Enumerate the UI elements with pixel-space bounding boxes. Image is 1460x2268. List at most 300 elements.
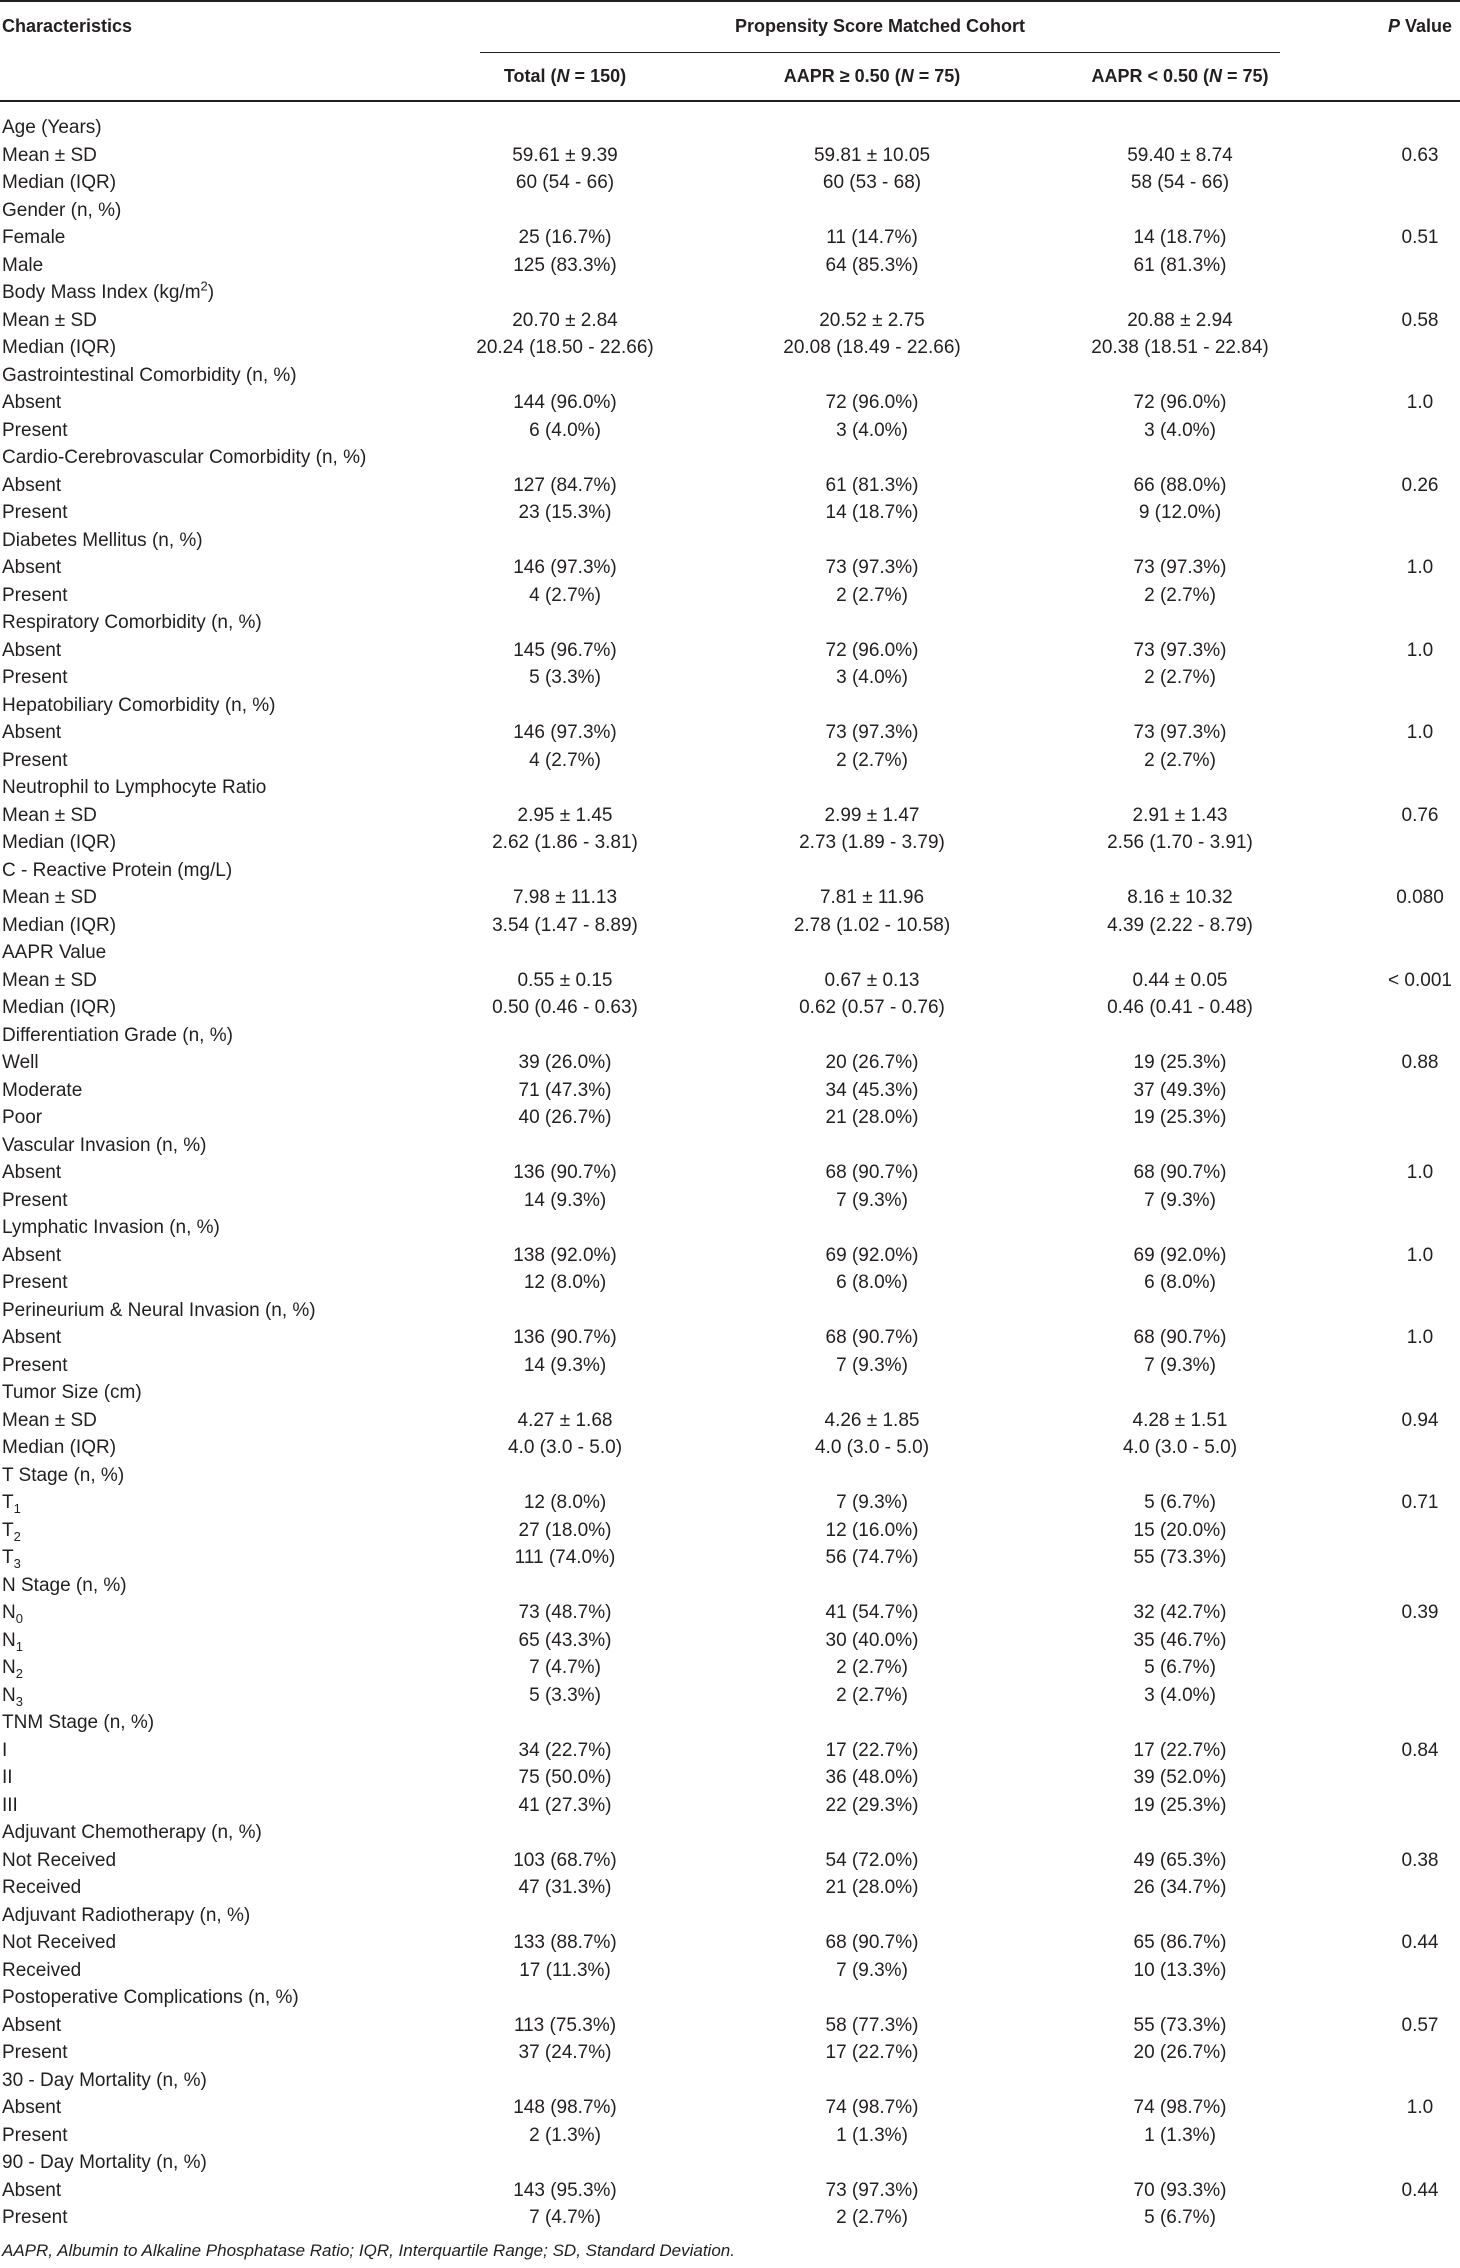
cell-total: 133 (88.7%) — [513, 1932, 617, 1953]
table-row — [0, 1709, 1460, 1737]
cell-aapr-high: 41 (54.7%) — [825, 1602, 919, 1623]
table-row — [0, 912, 1460, 940]
cell-total: 138 (92.0%) — [513, 1244, 617, 1266]
row-label: Median (IQR) — [2, 914, 117, 936]
table-row — [0, 554, 1460, 582]
cell-p-value: 1.0 — [1406, 557, 1434, 578]
table-row — [0, 1847, 1460, 1875]
cell-total: 14 (9.3%) — [523, 1354, 607, 1376]
cell-aapr-high: 72 (96.0%) — [825, 392, 919, 413]
cell-aapr-high: 60 (53 - 68) — [822, 172, 922, 193]
table-row — [0, 252, 1460, 280]
cell-aapr-low: 65 (86.7%) — [1133, 1932, 1227, 1953]
table-row — [0, 1489, 1460, 1517]
table-top-rule — [0, 0, 1460, 2]
table-row — [0, 1214, 1460, 1242]
cell-p-value: 0.080 — [1396, 887, 1444, 908]
cell-aapr-high: 68 (90.7%) — [825, 1327, 919, 1348]
cell-aapr-high: 68 (90.7%) — [825, 1162, 919, 1183]
cell-p-value: 0.63 — [1401, 144, 1439, 166]
cell-total: 145 (96.7%) — [513, 639, 617, 661]
total-n: N — [556, 66, 570, 86]
cell-total: 113 (75.3%) — [513, 2014, 617, 2036]
cell-total: 5 (3.3%) — [529, 1684, 601, 1706]
cell-aapr-high: 22 (29.3%) — [825, 1794, 919, 1816]
cell-aapr-high: 64 (85.3%) — [825, 254, 919, 276]
table-row — [0, 362, 1460, 390]
table-row — [0, 2094, 1460, 2122]
row-label: Age (Years) — [2, 117, 102, 138]
row-label: $N_1$ — [2, 1629, 23, 1654]
cell-p-value: 0.58 — [1401, 309, 1439, 331]
table-row — [0, 609, 1460, 637]
table-row — [0, 774, 1460, 802]
cell-p-value: 1.0 — [1406, 1244, 1434, 1266]
cell-aapr-low: 7 (9.3%) — [1144, 1354, 1216, 1376]
cell-aapr-high: 73 (97.3%) — [825, 2179, 919, 2201]
cell-total: 148 (98.7%) — [513, 2097, 617, 2118]
cell-p-value: 0.51 — [1401, 227, 1439, 248]
row-label: Mean ± SD — [2, 804, 97, 826]
row-label: Postoperative Complications (n, %) — [2, 1987, 299, 2008]
table-row — [0, 114, 1460, 142]
table-row — [0, 692, 1460, 720]
row-label: Median (IQR) — [2, 832, 117, 853]
row-label: Absent — [2, 2179, 62, 2201]
table-row — [0, 1462, 1460, 1490]
row-label: 30 - Day Mortality (n, %) — [2, 2069, 207, 2091]
row-label: Present — [2, 502, 68, 523]
table-row — [0, 2204, 1460, 2232]
row-label: Absent — [2, 474, 62, 496]
cell-aapr-low: 74 (98.7%) — [1133, 2097, 1227, 2118]
table-row — [0, 499, 1460, 527]
cell-total: 73 (48.7%) — [518, 1602, 612, 1623]
table-row — [0, 1104, 1460, 1132]
cell-total: 2.95 ± 1.45 — [517, 804, 613, 826]
table-row — [0, 2149, 1460, 2177]
cell-total: 103 (68.7%) — [513, 1849, 617, 1871]
cell-p-value: 0.39 — [1401, 1602, 1439, 1623]
row-label: Body Mass Index $(kg/m^2)$ — [2, 278, 215, 303]
table-body — [0, 114, 1460, 2232]
cell-aapr-low: 2.91 ± 1.43 — [1132, 804, 1228, 826]
table-row — [0, 829, 1460, 857]
cell-aapr-low: 69 (92.0%) — [1133, 1244, 1227, 1266]
cell-p-value: 1.0 — [1406, 639, 1434, 661]
row-label: Present — [2, 2124, 68, 2146]
row-label: Present — [2, 584, 68, 606]
cell-aapr-high: 59.81 ± 10.05 — [813, 144, 931, 166]
cell-aapr-low: 55 (73.3%) — [1133, 1547, 1227, 1568]
cell-aapr-high: 11 (14.7%) — [826, 227, 918, 248]
cell-aapr-high: 20 (26.7%) — [825, 1052, 919, 1073]
cell-total: 75 (50.0%) — [518, 1767, 612, 1788]
cell-aapr-high: 7 (9.3%) — [836, 1189, 908, 1211]
row-label: Present — [2, 1354, 68, 1376]
table-row — [0, 884, 1460, 912]
cell-aapr-low: 2.56 (1.70 - 3.91) — [1107, 832, 1253, 853]
cell-total: 60 (54 - 66) — [515, 172, 615, 193]
header-aapr-high — [784, 65, 960, 87]
row-label: Lymphatic Invasion (n, %) — [2, 1217, 220, 1238]
cell-total: 4 (2.7%) — [529, 749, 601, 771]
cell-aapr-high: 58 (77.3%) — [825, 2014, 919, 2036]
cell-aapr-high: 74 (98.7%) — [825, 2097, 919, 2118]
row-label: Mean ± SD — [2, 309, 97, 331]
cell-total: 27 (18.0%) — [518, 1519, 612, 1541]
cell-aapr-low: 15 (20.0%) — [1133, 1519, 1227, 1541]
cell-aapr-low: 73 (97.3%) — [1133, 722, 1227, 743]
low-rest: = 75) — [1222, 66, 1269, 86]
table-row — [0, 417, 1460, 445]
row-label: AAPR Value — [2, 942, 107, 963]
cell-p-value: < 0.001 — [1388, 969, 1452, 991]
cell-total: 146 (97.3%) — [513, 557, 617, 578]
row-label: Absent — [2, 557, 62, 578]
table-row — [0, 1764, 1460, 1792]
row-label: Median (IQR) — [2, 1437, 117, 1458]
cell-aapr-low: 73 (97.3%) — [1133, 639, 1227, 661]
cell-aapr-high: 61 (81.3%) — [825, 474, 919, 496]
cell-aapr-high: 0.67 ± 0.13 — [824, 969, 920, 991]
cell-aapr-high: 7 (9.3%) — [836, 1492, 908, 1513]
cell-aapr-low: 5 (6.7%) — [1144, 1657, 1216, 1678]
cell-aapr-high: 69 (92.0%) — [825, 1244, 919, 1266]
row-label: Present — [2, 419, 68, 441]
cell-total: 7.98 ± 11.13 — [512, 887, 618, 908]
cell-aapr-high: 17 (22.7%) — [825, 2042, 919, 2063]
low-label: AAPR < 0.50 ( — [1091, 66, 1210, 86]
table-row — [0, 1517, 1460, 1545]
row-label: Absent — [2, 722, 62, 743]
row-label: Received — [2, 1877, 82, 1898]
cell-aapr-high: 68 (90.7%) — [825, 1932, 919, 1953]
cell-aapr-high: 2 (2.7%) — [836, 584, 908, 606]
table-row — [0, 197, 1460, 225]
row-label: Respiratory Comorbidity (n, %) — [2, 612, 262, 633]
row-label: Poor — [2, 1107, 43, 1128]
cell-aapr-high: 2 (2.7%) — [836, 749, 908, 771]
cell-aapr-high: 4.0 (3.0 - 5.0) — [814, 1437, 930, 1458]
row-label: Absent — [2, 1327, 62, 1348]
table-row — [0, 169, 1460, 197]
cell-aapr-low: 3 (4.0%) — [1144, 419, 1216, 441]
row-label: Neutrophil to Lymphocyte Ratio — [2, 777, 267, 798]
cell-total: 144 (96.0%) — [513, 392, 617, 413]
cell-aapr-low: 20 (26.7%) — [1133, 2042, 1227, 2063]
cell-aapr-low: 1 (1.3%) — [1144, 2124, 1216, 2146]
table-row — [0, 1929, 1460, 1957]
cell-p-value: 0.26 — [1401, 474, 1439, 496]
table-row — [0, 1627, 1460, 1655]
row-label: Adjuvant Radiotherapy (n, %) — [2, 1904, 251, 1926]
table-row — [0, 1544, 1460, 1572]
cell-aapr-low: 72 (96.0%) — [1133, 392, 1227, 413]
header-bottom-rule — [0, 100, 1460, 102]
cell-aapr-low: 2 (2.7%) — [1144, 749, 1216, 771]
row-label: Diabetes Mellitus (n, %) — [2, 529, 203, 551]
cell-aapr-high: 7 (9.3%) — [836, 1959, 908, 1981]
cell-aapr-high: 1 (1.3%) — [836, 2124, 908, 2146]
row-label: N Stage (n, %) — [2, 1574, 127, 1596]
cell-total: 20.70 ± 2.84 — [512, 309, 618, 331]
total-label: Total ( — [503, 66, 557, 86]
row-label: $T_3$ — [2, 1547, 21, 1571]
cell-aapr-low: 68 (90.7%) — [1133, 1327, 1227, 1348]
cell-total: 4.27 ± 1.68 — [517, 1409, 613, 1431]
table-row — [0, 857, 1460, 885]
cell-aapr-low: 20.38 (18.51 - 22.84) — [1091, 337, 1269, 358]
cell-aapr-low: 19 (25.3%) — [1133, 1052, 1227, 1073]
cell-aapr-low: 6 (8.0%) — [1144, 1272, 1216, 1293]
row-label: Present — [2, 2207, 68, 2228]
cell-aapr-high: 6 (8.0%) — [836, 1272, 908, 1293]
table-row — [0, 2012, 1460, 2040]
header-group-rule — [480, 52, 1280, 53]
cell-total: 12 (8.0%) — [523, 1272, 607, 1293]
row-label: T Stage (n, %) — [2, 1464, 125, 1486]
cell-aapr-high: 73 (97.3%) — [825, 722, 919, 743]
row-label: Absent — [2, 1162, 62, 1183]
cell-total: 25 (16.7%) — [518, 227, 612, 248]
table-row — [0, 1242, 1460, 1270]
cell-aapr-high: 30 (40.0%) — [825, 1629, 919, 1651]
cell-total: 0.50 (0.46 - 0.63) — [492, 997, 638, 1018]
cell-aapr-low: 14 (18.7%) — [1133, 227, 1227, 248]
table-row — [0, 939, 1460, 967]
cell-aapr-high: 73 (97.3%) — [825, 557, 919, 578]
table-row — [0, 1187, 1460, 1215]
cell-aapr-low: 73 (97.3%) — [1133, 557, 1227, 578]
row-label: Male — [2, 254, 44, 276]
cell-total: 125 (83.3%) — [513, 254, 617, 276]
cell-aapr-low: 20.88 ± 2.94 — [1127, 309, 1233, 331]
cell-aapr-high: 21 (28.0%) — [825, 1107, 919, 1128]
cell-total: 6 (4.0%) — [529, 419, 601, 441]
cell-total: 2.62 (1.86 - 3.81) — [492, 832, 638, 853]
table-row — [0, 142, 1460, 170]
table-row — [0, 664, 1460, 692]
cell-p-value: 0.84 — [1401, 1739, 1439, 1761]
table-row — [0, 1269, 1460, 1297]
row-label: Gastrointestinal Comorbidity (n, %) — [2, 364, 297, 386]
cell-total: 37 (24.7%) — [518, 2042, 612, 2063]
cell-aapr-low: 70 (93.3%) — [1133, 2179, 1227, 2201]
cell-aapr-low: 58 (54 - 66) — [1130, 172, 1230, 193]
table-row — [0, 967, 1460, 995]
cell-total: 34 (22.7%) — [518, 1739, 612, 1761]
header-aapr-low — [1091, 65, 1268, 87]
cell-p-value: 1.0 — [1406, 722, 1434, 743]
cell-total: 12 (8.0%) — [523, 1492, 607, 1513]
cell-aapr-high: 56 (74.7%) — [825, 1547, 919, 1568]
row-label: Median (IQR) — [2, 172, 117, 193]
table-row — [0, 1984, 1460, 2012]
cell-p-value: 0.44 — [1401, 2179, 1439, 2201]
row-label: Mean ± SD — [2, 144, 97, 166]
cell-aapr-high: 17 (22.7%) — [825, 1739, 919, 1761]
cell-aapr-low: 4.0 (3.0 - 5.0) — [1122, 1437, 1238, 1458]
cell-aapr-high: 20.08 (18.49 - 22.66) — [783, 337, 961, 358]
cell-aapr-high: 14 (18.7%) — [825, 502, 919, 523]
header-total — [504, 65, 626, 87]
cell-aapr-low: 0.46 (0.41 - 0.48) — [1107, 997, 1253, 1018]
cell-aapr-high: 2.99 ± 1.47 — [824, 804, 920, 826]
table-row — [0, 1407, 1460, 1435]
table-row — [0, 747, 1460, 775]
cell-aapr-low: 59.40 ± 8.74 — [1127, 144, 1233, 166]
high-label: AAPR ≥ 0.50 ( — [783, 66, 901, 86]
cell-aapr-low: 2 (2.7%) — [1144, 667, 1216, 688]
cell-aapr-low: 5 (6.7%) — [1144, 1492, 1216, 1513]
row-label: $N_3$ — [2, 1684, 23, 1709]
table-row — [0, 637, 1460, 665]
cell-aapr-low: 17 (22.7%) — [1133, 1739, 1227, 1761]
cell-p-value: 0.88 — [1401, 1052, 1439, 1073]
cell-aapr-high: 12 (16.0%) — [825, 1519, 919, 1541]
table-row — [0, 2067, 1460, 2095]
table-row — [0, 2122, 1460, 2150]
row-label: Present — [2, 749, 68, 771]
cell-aapr-low: 55 (73.3%) — [1133, 2014, 1227, 2036]
row-label: Absent — [2, 639, 62, 661]
cell-total: 59.61 ± 9.39 — [512, 144, 618, 166]
header-p-value — [1388, 15, 1452, 37]
row-label: Cardio-Cerebrovascular Comorbidity (n, %) — [2, 447, 367, 468]
cell-aapr-low: 10 (13.3%) — [1133, 1959, 1227, 1981]
row-label: TNM Stage (n, %) — [2, 1712, 155, 1733]
cell-aapr-low: 19 (25.3%) — [1133, 1794, 1227, 1816]
row-label: Mean ± SD — [2, 1409, 97, 1431]
cell-total: 7 (4.7%) — [529, 2207, 601, 2228]
row-label: C - Reactive Protein (mg/L) — [2, 859, 233, 881]
cell-total: 14 (9.3%) — [523, 1189, 607, 1211]
cell-total: 4 (2.7%) — [529, 584, 601, 606]
cell-p-value: 1.0 — [1406, 1327, 1434, 1348]
total-rest: = 150) — [569, 66, 627, 86]
cell-total: 20.24 (18.50 - 22.66) — [476, 337, 654, 358]
row-label: Not Received — [2, 1849, 117, 1871]
cell-p-value: 1.0 — [1406, 392, 1434, 413]
cell-aapr-low: 37 (49.3%) — [1133, 1079, 1227, 1101]
cell-aapr-high: 34 (45.3%) — [825, 1079, 919, 1101]
row-label: $N_2$ — [2, 1657, 23, 1681]
row-label: Vascular Invasion (n, %) — [2, 1134, 207, 1156]
table-row — [0, 334, 1460, 362]
cell-aapr-high: 4.26 ± 1.85 — [824, 1409, 920, 1431]
row-label: Tumor Size (cm) — [2, 1382, 142, 1403]
table-row — [0, 1434, 1460, 1462]
row-label: Adjuvant Chemotherapy (n, %) — [2, 1822, 262, 1843]
cell-aapr-low: 32 (42.7%) — [1133, 1602, 1227, 1623]
cell-aapr-low: 19 (25.3%) — [1133, 1107, 1227, 1128]
row-label: Mean ± SD — [2, 969, 97, 991]
cell-total: 127 (84.7%) — [513, 474, 617, 496]
table-row — [0, 1819, 1460, 1847]
table-row — [0, 1159, 1460, 1187]
cell-aapr-low: 7 (9.3%) — [1144, 1189, 1216, 1211]
row-label: Received — [2, 1959, 82, 1981]
cell-total: 17 (11.3%) — [519, 1959, 611, 1981]
table-row — [0, 1077, 1460, 1105]
table-row — [0, 472, 1460, 500]
cell-aapr-high: 0.62 (0.57 - 0.76) — [799, 997, 945, 1018]
row-label: Present — [2, 2042, 68, 2063]
table-row — [0, 279, 1460, 307]
row-label: Female — [2, 227, 66, 248]
row-label: III — [2, 1794, 18, 1816]
table-row — [0, 582, 1460, 610]
table-row — [0, 1379, 1460, 1407]
table-row — [0, 1874, 1460, 1902]
table-row — [0, 1132, 1460, 1160]
table-row — [0, 1022, 1460, 1050]
table-row — [0, 1957, 1460, 1985]
table-row — [0, 719, 1460, 747]
cell-aapr-low: 8.16 ± 10.32 — [1127, 887, 1233, 908]
cell-aapr-low: 5 (6.7%) — [1144, 2207, 1216, 2228]
table-row — [0, 2177, 1460, 2205]
cell-aapr-low: 49 (65.3%) — [1133, 1849, 1227, 1871]
row-label: II — [2, 1767, 13, 1788]
row-label: Absent — [2, 1244, 62, 1266]
table-row — [0, 224, 1460, 252]
cell-total: 3.54 (1.47 - 8.89) — [492, 914, 638, 936]
cell-aapr-low: 2 (2.7%) — [1144, 584, 1216, 606]
cell-total: 65 (43.3%) — [518, 1629, 612, 1651]
cell-aapr-high: 2 (2.7%) — [836, 1657, 908, 1678]
row-label: Differentiation Grade (n, %) — [2, 1024, 233, 1046]
cell-total: 23 (15.3%) — [518, 502, 612, 523]
table-row — [0, 389, 1460, 417]
cell-p-value: 1.0 — [1406, 1162, 1434, 1183]
header-group-title: Propensity Score Matched Cohort — [734, 16, 1026, 36]
p-value-rest: Value — [1399, 16, 1453, 36]
cell-aapr-low: 68 (90.7%) — [1133, 1162, 1227, 1183]
row-label: Perineurium & Neural Invasion (n, %) — [2, 1299, 316, 1321]
cell-total: 136 (90.7%) — [513, 1327, 617, 1348]
table-row — [0, 307, 1460, 335]
cell-total: 136 (90.7%) — [513, 1162, 617, 1183]
cell-aapr-low: 39 (52.0%) — [1133, 1767, 1227, 1788]
cell-aapr-high: 54 (72.0%) — [825, 1849, 919, 1871]
cell-p-value: 0.71 — [1401, 1492, 1439, 1513]
row-label: Absent — [2, 392, 62, 413]
cell-aapr-high: 72 (96.0%) — [825, 639, 919, 661]
table-row — [0, 1352, 1460, 1380]
table-row — [0, 2039, 1460, 2067]
cell-total: 47 (31.3%) — [518, 1877, 612, 1898]
row-label: 90 - Day Mortality (n, %) — [2, 2152, 207, 2173]
cell-aapr-high: 21 (28.0%) — [825, 1877, 919, 1898]
row-label: Present — [2, 1189, 68, 1211]
cell-aapr-low: 4.28 ± 1.51 — [1132, 1409, 1228, 1431]
row-label: Hepatobiliary Comorbidity (n, %) — [2, 694, 276, 716]
cell-aapr-high: 2 (2.7%) — [836, 2207, 908, 2228]
cell-aapr-low: 26 (34.7%) — [1133, 1877, 1227, 1898]
row-label: Well — [2, 1052, 39, 1073]
row-label: Median (IQR) — [2, 337, 117, 358]
header-characteristics: Characteristics — [2, 16, 133, 36]
low-n: N — [1209, 66, 1223, 86]
cell-aapr-low: 9 (12.0%) — [1138, 502, 1222, 523]
row-label: Moderate — [2, 1079, 83, 1101]
cell-total: 111 (74.0%) — [514, 1547, 616, 1568]
table-row — [0, 1682, 1460, 1710]
row-label: Mean ± SD — [2, 887, 97, 908]
cell-aapr-low: 66 (88.0%) — [1133, 474, 1227, 496]
